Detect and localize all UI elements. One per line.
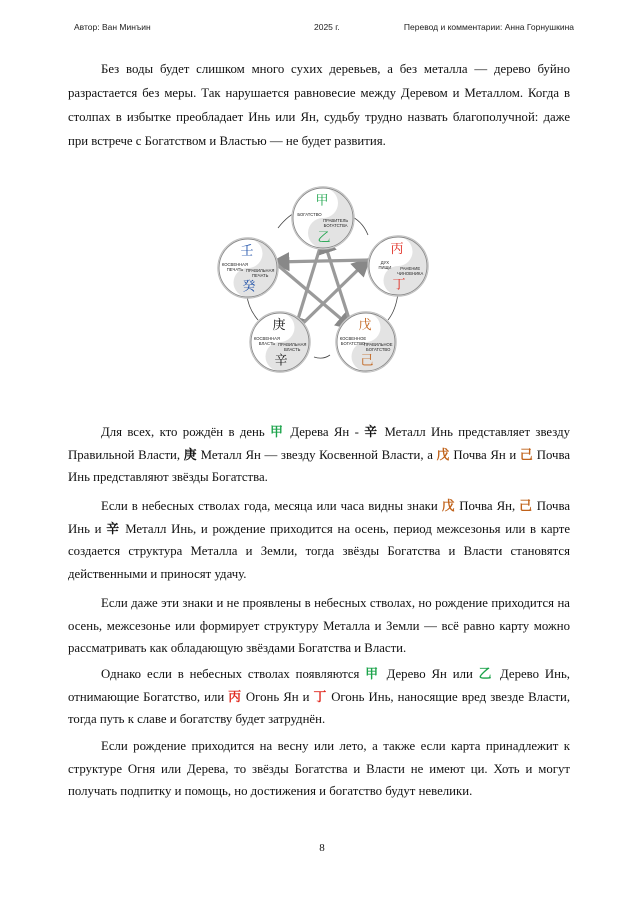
disk-label-bottom: ПРАВИЛЬНАЯ ВЛАСТЬ bbox=[277, 342, 307, 352]
element-disk-wood bbox=[292, 187, 354, 249]
stem-char-bottom: 乙 bbox=[317, 230, 331, 246]
hieroglyph-ji: 己 bbox=[519, 447, 534, 462]
hieroglyph-xin: 辛 bbox=[106, 521, 121, 536]
disk-label-top: КОСВЕННАЯ ВЛАСТЬ bbox=[253, 336, 281, 346]
disk-label-bottom: ПРАВИЛЬНАЯ ПЕЧАТЬ bbox=[245, 268, 275, 278]
hieroglyph-yi: 乙 bbox=[478, 667, 495, 681]
stem-char-top: 庚 bbox=[272, 317, 286, 333]
disk-label-top: КОСВЕННАЯ ПЕЧАТЬ bbox=[221, 262, 249, 272]
five-elements-diagram bbox=[210, 180, 436, 380]
disk-label-top: ДУХ ПИЩИ bbox=[378, 260, 392, 270]
arc-metal-water bbox=[247, 295, 258, 320]
stem-char-top: 丙 bbox=[390, 241, 404, 257]
hieroglyph-ding: 丁 bbox=[313, 689, 328, 704]
hieroglyph-jia: 甲 bbox=[365, 667, 381, 681]
arc-earth-metal bbox=[314, 355, 330, 358]
element-disk-earth bbox=[336, 312, 396, 372]
disk-label-top: КОСВЕННОЕ БОГАТСТВО bbox=[339, 336, 367, 346]
paragraph-5: Однако если в небесных стволах появляются 甲 Дерево Ян или 乙 Дерево Инь, отнимающие Богатство, или 丙 Огонь Ян и 丁 Огонь Инь, наносящие вред звезде Власти, тогда путь к славе и богатству будет затруднён. bbox=[68, 667, 571, 726]
hieroglyph-wu: 戊 bbox=[436, 447, 450, 462]
paragraph-1: Без воды будет слишком много сухих деревьев, а без металла — дерево буйно разрастается без меры. Так нарушается равновесие между Деревом и Металлом. Когда в столпах в избытке преобладает Инь или Ян, судьбу трудно назвать благополучной: даже при встрече с Богатством и Властью — не будет развития. bbox=[68, 62, 570, 148]
stem-char-bottom: 辛 bbox=[274, 353, 288, 369]
arc-fire-earth bbox=[388, 293, 398, 320]
page-number: 8 bbox=[319, 842, 325, 854]
stem-char-top: 壬 bbox=[240, 243, 254, 259]
stem-char-bottom: 丁 bbox=[392, 277, 406, 293]
page-header bbox=[74, 22, 574, 36]
header-year: 2025 г. bbox=[314, 22, 340, 32]
disk-label-top: БОГАТСТВО bbox=[297, 212, 322, 217]
stem-char-top: 戊 bbox=[358, 317, 372, 333]
hieroglyph-wu: 戊 bbox=[441, 499, 456, 513]
header-author: Автор: Ван Минъин bbox=[74, 22, 151, 32]
element-disk-water bbox=[218, 238, 278, 298]
stem-char-bottom: 己 bbox=[360, 353, 374, 369]
stem-char-top: 甲 bbox=[315, 193, 329, 209]
header-translator: Перевод и комментарии: Анна Горнушкина bbox=[403, 22, 574, 32]
hieroglyph-ji: 己 bbox=[519, 499, 533, 513]
hieroglyph-bing: 丙 bbox=[228, 689, 242, 704]
element-disk-metal bbox=[250, 312, 310, 372]
arrow-water-fire bbox=[274, 260, 370, 262]
disk-label-bottom: ПРАВИЛЬНОЕ БОГАТСТВО bbox=[363, 342, 393, 352]
hieroglyph-xin: 辛 bbox=[364, 425, 380, 439]
paragraph-2: Для всех, кто рождён в день 甲 Дерева Ян - 辛 Металл Инь представляет звезду Правильной Власти, 庚 Металл Ян — звезду Косвенной Власти, а 戊 Почва Ян и 己 Почва Инь представляют звёзды Богатства. bbox=[68, 425, 571, 484]
stem-char-bottom: 癸 bbox=[242, 279, 256, 295]
hieroglyph-jia: 甲 bbox=[270, 425, 286, 439]
disk-label-bottom: ПРАВИТЕЛЬ БОГАТСТВА bbox=[323, 218, 349, 228]
hieroglyph-geng: 庚 bbox=[183, 447, 197, 462]
paragraph-3: Если в небесных стволах года, месяца или часа видны знаки 戊 Почва Ян, 己 Почва Инь и 辛 Металл Инь, и рождение приходится на осень, период межсезонья или в карте создается структура Металла и Земли, тогда звёзды Богатства и Власти становятся действенными и приносят удачу. bbox=[68, 499, 571, 581]
disk-label-bottom: РАНЕНИЕ ЧИНОВНИКА bbox=[397, 266, 424, 276]
paragraph-6: Если рождение приходится на весну или лето, а также если карта принадлежит к структуре Огня или Дерева, то звёзды Богатства и Власти не имеют ци. Хоть и могут получать подпитку и помощь, но достижения и богатство будут невелики. bbox=[68, 739, 570, 798]
paragraph-4: Если даже эти знаки и не проявлены в небесных стволах, но рождение приходится на осень, межсезонье или формирует структуру Металла и Земли — всё равно карту можно рассматривать как обладающую звёздами Богатства и Власти. bbox=[68, 596, 570, 655]
element-disk-fire bbox=[368, 236, 428, 296]
